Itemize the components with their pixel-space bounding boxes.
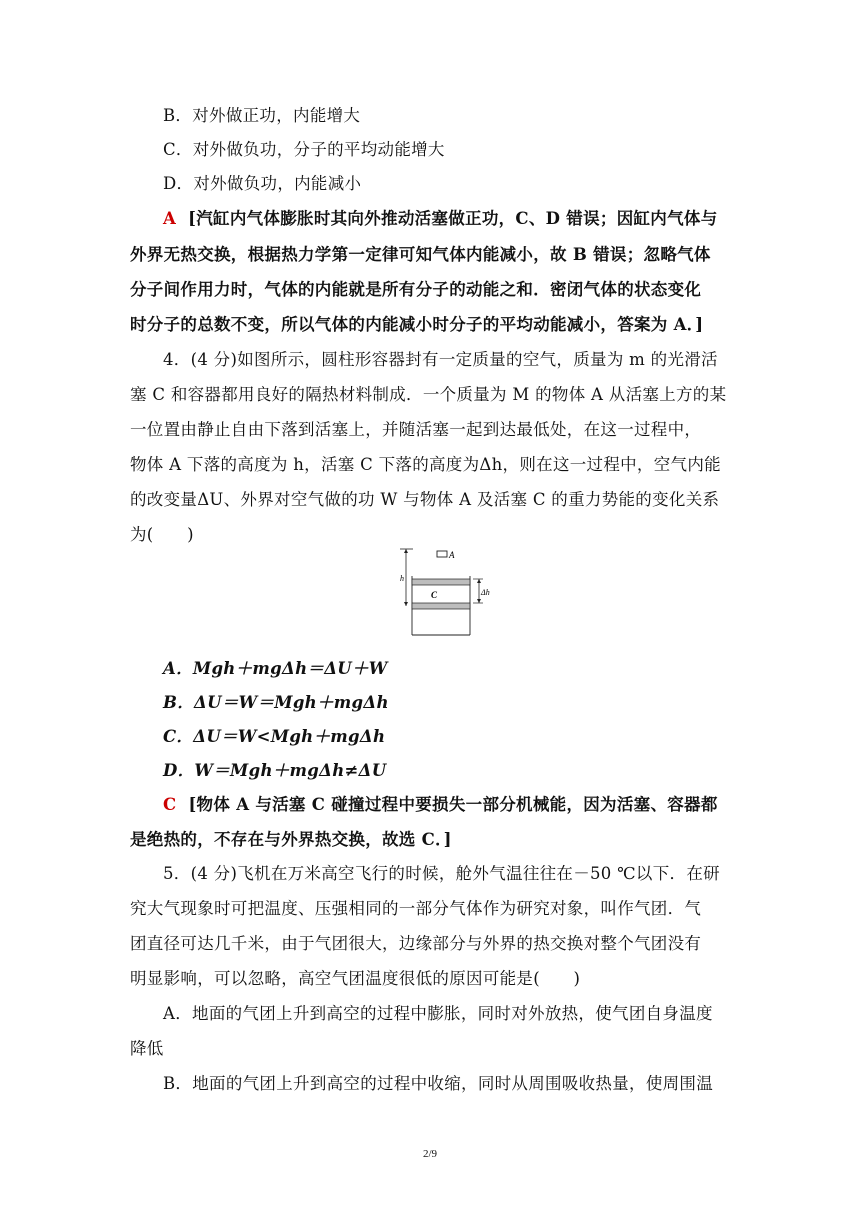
question-5-line4: 明显影响，可以忽略，高空气团温度很低的原因可能是( ) — [130, 969, 581, 988]
question-5-line1: 5．(4 分)飞机在万米高空飞行的时候，舱外气温往往在－50 ℃以下．在研 — [163, 864, 720, 883]
option-5a-line2: 降低 — [130, 1039, 164, 1058]
answer-letter: C — [163, 795, 177, 814]
question-4-line2: 塞 C 和容器都用良好的隔热材料制成．一个质量为 M 的物体 A 从活塞上方的某 — [130, 385, 727, 404]
option-4d: D．W＝Mgh＋mgΔh≠ΔU — [163, 761, 387, 780]
option-d: D．对外做负功，内能减小 — [163, 174, 362, 193]
answer-3 — [163, 209, 730, 229]
answer-3-line3: 分子间作用力时，气体的内能就是所有分子的动能之和．密闭气体的状态变化 — [130, 280, 702, 299]
question-4-line5: 的改变量ΔU、外界对空气做的功 W 与物体 A 及活塞 C 的重力势能的变化关系 — [130, 490, 720, 509]
question-4-line6: 为( ) — [130, 525, 194, 544]
option-c: C．对外做负功，分子的平均动能增大 — [163, 140, 445, 159]
label-h: h — [400, 574, 404, 583]
answer-text: [汽缸内气体膨胀时其向外推动活塞做正功，C、D 错误；因缸内气体与 — [188, 209, 718, 228]
answer-letter: A — [163, 209, 177, 228]
question-4-line4: 物体 A 下落的高度为 h，活塞 C 下落的高度为Δh，则在这一过程中，空气内能 — [130, 455, 721, 474]
question-4-line1: 4．(4 分)如图所示，圆柱形容器封有一定质量的空气，质量为 m 的光滑活 — [163, 350, 718, 369]
answer-3-line2: 外界无热交换，根据热力学第一定律可知气体内能减小，故 B 错误；忽略气体 — [130, 245, 711, 264]
option-b: B．对外做正功，内能增大 — [163, 106, 361, 125]
question-5-line2: 究大气现象时可把温度、压强相同的一部分气体作为研究对象，叫作气团．气 — [130, 899, 702, 918]
option-5a-line1: A．地面的气团上升到高空的过程中膨胀，同时对外放热，使气团自身温度 — [163, 1004, 713, 1023]
label-delta-h: Δh — [481, 588, 490, 597]
answer-text: [物体 A 与活塞 C 碰撞过程中要损失一部分机械能，因为活塞、容器都 — [188, 795, 718, 814]
option-4b: B．ΔU＝W＝Mgh＋mgΔh — [163, 693, 389, 712]
cylinder-piston-diagram — [395, 543, 505, 638]
answer-4-line2: 是绝热的，不存在与外界热交换，故选 C．] — [130, 830, 452, 849]
label-a: A — [449, 550, 455, 560]
answer-3-line4: 时分子的总数不变，所以气体的内能减小时分子的平均动能减小，答案为 A．] — [130, 315, 704, 334]
option-4a: A．Mgh＋mgΔh＝ΔU＋W — [163, 659, 388, 678]
option-4c: C．ΔU＝W<Mgh＋mgΔh — [163, 727, 386, 746]
label-c: C — [431, 590, 438, 600]
page-number: 2/9 — [422, 1148, 438, 1160]
question-4-line3: 一位置由静止自由下落到活塞上，并随活塞一起到达最低处，在这一过程中， — [130, 420, 702, 439]
answer-4 — [163, 795, 730, 815]
question-5-line3: 团直径可达几千米，由于气团很大，边缘部分与外界的热交换对整个气团没有 — [130, 934, 702, 953]
option-5b-line1: B．地面的气团上升到高空的过程中收缩，同时从周围吸收热量，使周围温 — [163, 1074, 714, 1093]
